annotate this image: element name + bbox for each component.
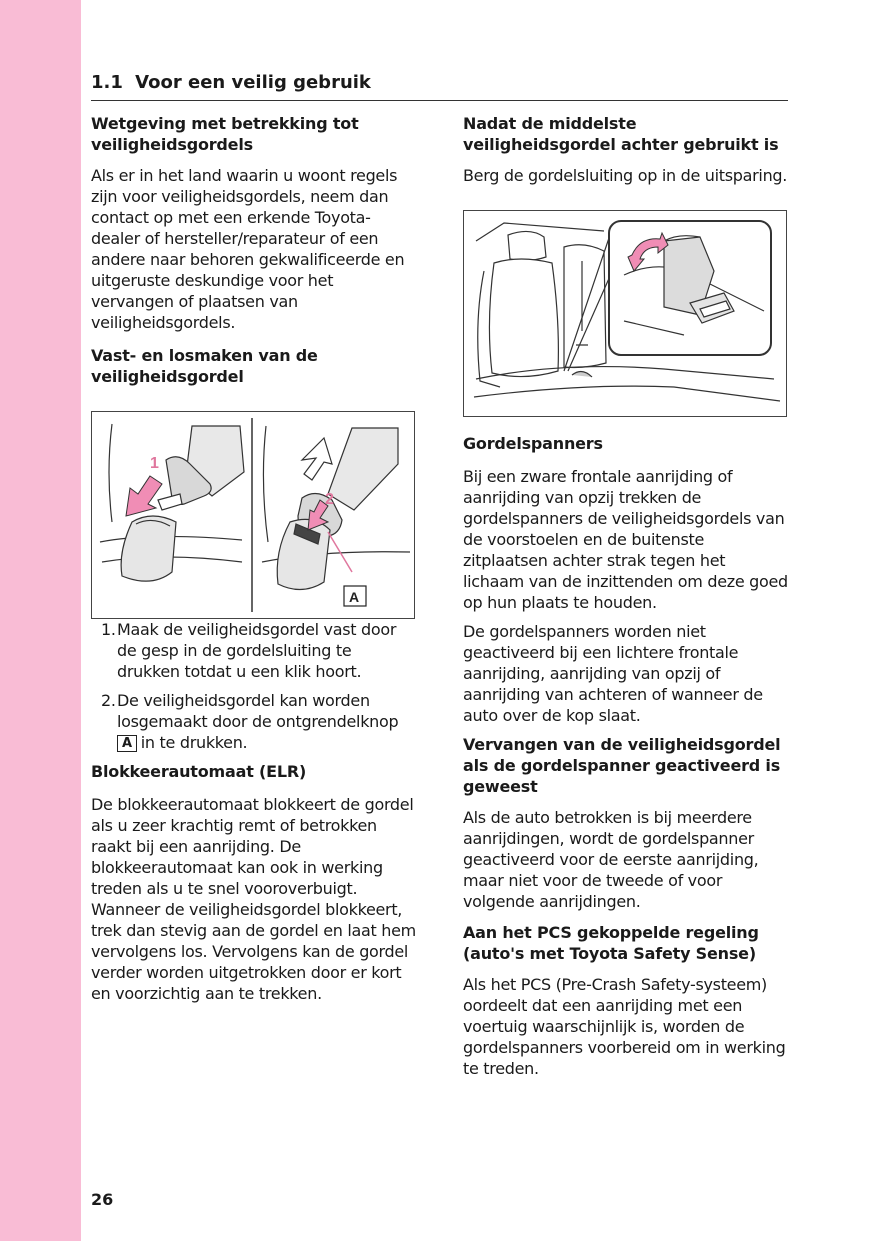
pull-up-arrow: [302, 438, 332, 480]
left-column: [91, 113, 416, 1004]
pretensioners-text-2: De gordelspanners worden niet geactiveerd bij een lichtere frontale aanrijding, aanrijding van opzij of aanrijding van achteren of wanneer de auto over de kop slaat.: [463, 622, 763, 725]
figure-callout-a: A: [349, 589, 360, 605]
section-header: [91, 72, 788, 101]
page-number: 26: [91, 1190, 114, 1209]
figure-step-1: 1: [150, 455, 159, 472]
middle-belt-heading: Nadat de middelste veiligheidsgordel achter gebruikt is: [463, 114, 779, 154]
pretensioners-text-1: Bij een zware frontale aanrijding of aanrijding van opzij trekken de gordelspanners de veiligheidsgordels van de voorstoelen en de buitenste zitplaatsen achter strak tegen het lichaam van de inzittenden om deze goed op hun plaats te houden.: [463, 467, 788, 612]
middle-belt-text: Berg de gordelsluiting op in de uitsparing.: [463, 166, 788, 185]
seatbelt-buckle-figure: [91, 411, 415, 619]
fasten-panel: [100, 424, 244, 581]
step-1: 1. Maak de veiligheidsgordel vast door de gesp in de gordelsluiting te drukken totdat u een klik hoort.: [101, 620, 397, 681]
buckle-illustration: [92, 412, 414, 618]
figure-step-2: 2: [325, 491, 334, 508]
elr-text: De blokkeerautomaat blokkeert de gordel als u zeer krachtig remt of betrokken raakt bij een aanrijding. De blokkeerautomaat kan ook in werking treden als u te snel vooroverbuigt. Wanneer de veiligheidsgordel blokkeert, trek dan stevig aan de gordel en laat hem vervolgens los. Vervolgens kan de gordel verder worden uitgetrokken door er kort en voorzichtig aan te trekken.: [91, 795, 416, 1003]
rear-seat-figure: [463, 210, 787, 417]
side-color-tab: [0, 0, 81, 1241]
legislation-heading: Wetgeving met betrekking tot veiligheidsgordels: [91, 114, 359, 154]
legislation-text: Als er in het land waarin u woont regels zijn voor veiligheidsgordels, neem dan contact op met een erkende Toyota-dealer of hersteller/reparateur of een andere naar behoren gekwalificeerde en uitgeruste deskundige voor het vervangen of plaatsen van veiligheidsgordels.: [91, 166, 405, 332]
replace-heading: Vervangen van de veiligheidsgordel als de gordelspanner geactiveerd is geweest: [463, 735, 781, 796]
fasten-heading: Vast- en losmaken van de veiligheidsgordel: [91, 346, 318, 386]
right-column: [463, 113, 788, 1079]
pretensioners-heading: Gordelspanners: [463, 434, 603, 453]
section-number: 1.1: [91, 72, 123, 93]
elr-heading: Blokkeerautomaat (ELR): [91, 762, 307, 781]
push-arrow-1: [126, 476, 162, 516]
pcs-heading: Aan het PCS gekoppelde regeling (auto's met Toyota Safety Sense): [463, 923, 759, 963]
replace-text: Als de auto betrokken is bij meerdere aanrijdingen, wordt de gordelspanner geactiveerd voor de eerste aanrijding, maar niet voor de tweede of voor volgende aanrijdingen.: [463, 808, 759, 911]
release-button-label: A: [117, 735, 137, 752]
step-2: 2. De veiligheidsgordel kan worden losgemaakt door de ontgrendelknop A in te drukken.: [101, 691, 399, 752]
pcs-text: Als het PCS (Pre-Crash Safety-systeem) oordeelt dat een aanrijding met een voertuig waarschijnlijk is, worden de gordelspanners voorbereid om in werking te treden.: [463, 975, 786, 1078]
release-panel: [262, 426, 410, 590]
section-title: Voor een veilig gebruik: [135, 72, 371, 93]
rear-seat-illustration: [464, 211, 786, 416]
fasten-steps: [91, 619, 416, 753]
